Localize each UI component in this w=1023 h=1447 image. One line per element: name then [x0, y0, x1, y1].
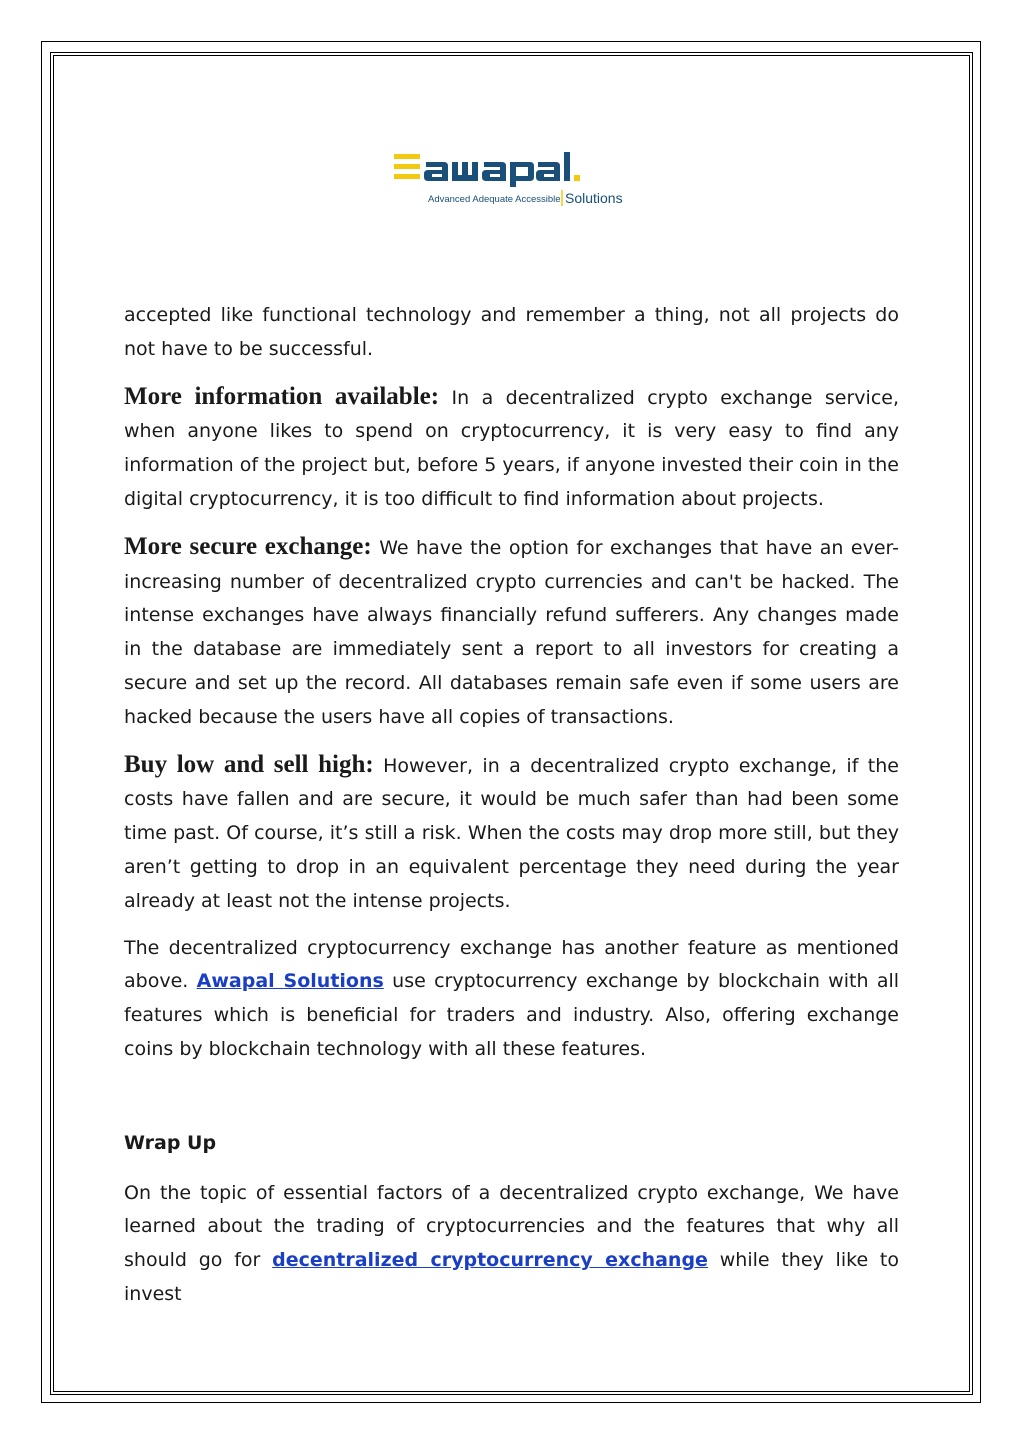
- awapal-logo: [394, 152, 634, 210]
- logo-suffix: Solutions: [565, 190, 623, 206]
- section-body: However, in a decentralized crypto exchange, if the costs have fallen and are secure, it would be much safer than had been some time past. Of course, it’s still a risk. When the costs may drop more still, but they aren’t getting to drop in an equivalent percentage they need during the year already at least not the intense projects.: [124, 754, 899, 912]
- awapal-solutions-link[interactable]: Awapal Solutions: [196, 970, 384, 993]
- decentralized-exchange-link[interactable]: decentralized cryptocurrency exchange: [272, 1249, 708, 1272]
- closing-paragraph: [124, 932, 899, 1067]
- section-body: We have the option for exchanges that have an ever-increasing number of decentralized crypto currencies and can't be hacked. The intense exchanges have always financially refund sufferers. Any changes made in the database are immediately sent a report to all investors for creating a secure and set up the record. All databases remain safe even if some users are hacked because the users have all copies of transactions.: [124, 536, 899, 728]
- wrap-up-text-start: On the topic of essential factors of a decentralized crypto exchange, We have learned about the trading of cryptocurrencies and the features that why all should go for: [124, 1181, 899, 1272]
- section-buy-low: [124, 748, 899, 919]
- document-body: [124, 299, 899, 1328]
- section-title: More secure exchange:: [124, 532, 372, 560]
- closing-text-end: use cryptocurrency exchange by blockchain with all features which is beneficial for traders and industry. Also, offering exchange coins by blockchain technology with all these features.: [124, 970, 900, 1060]
- intro-paragraph: accepted like functional technology and remember a thing, not all projects do not have to be successful.: [124, 304, 899, 360]
- wrap-up-paragraph: [124, 1177, 899, 1312]
- section-title: More information available:: [124, 382, 440, 410]
- wrap-up-heading: Wrap Up: [124, 1131, 217, 1154]
- closing-text-start: The decentralized cryptocurrency exchange has another feature as mentioned above.: [124, 936, 899, 993]
- logo-tagline: Advanced Adequate Accessible: [428, 194, 561, 205]
- section-more-secure: [124, 530, 899, 735]
- section-body: In a decentralized crypto exchange service, when anyone likes to spend on cryptocurrency, it is very easy to find any information of the project but, before 5 years, if anyone invested their coin in the digital cryptocurrency, it is too difficult to find information about projects.: [124, 386, 899, 510]
- section-title: Buy low and sell high:: [124, 750, 374, 778]
- section-more-information: [124, 380, 899, 517]
- wrap-up-text-end: while they like to invest: [124, 1249, 899, 1305]
